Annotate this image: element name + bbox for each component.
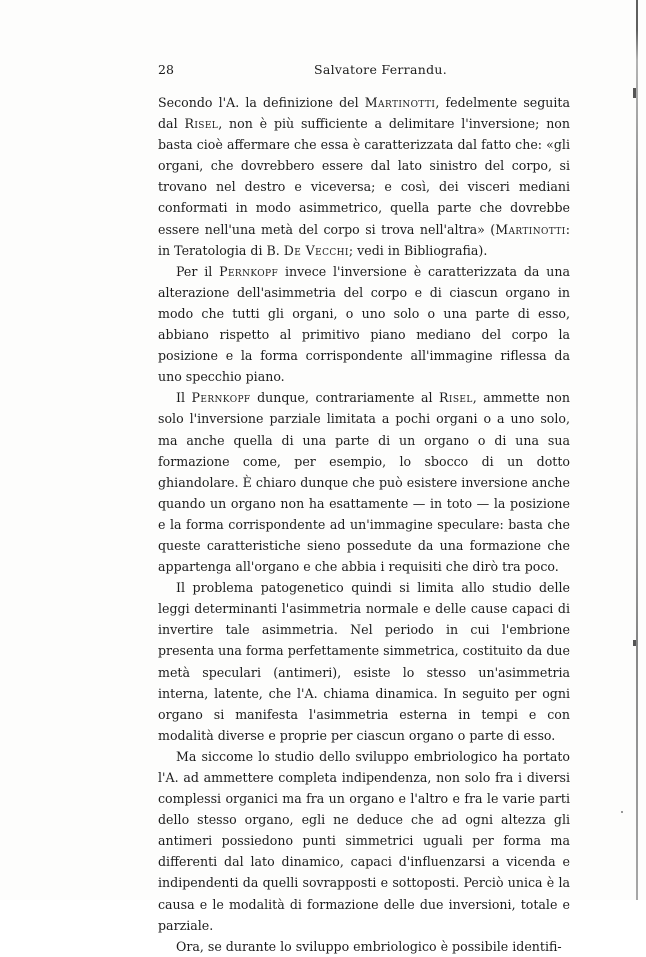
page-edge-mark [633,640,636,646]
page-edge-shadow [636,0,638,900]
cited-author-name: Pernkopf [219,263,279,279]
text-run: Per il [176,263,220,279]
text-run: , ammette non solo l'inversione parziale limitata a pochi organi o a uno solo, ma anche quella di una parte di un organo o di una sua formazione come, per esempio, lo sbocco di un dotto ghiandolare. È chiaro dunque che può esistere inversione anche quando un organo non ha esattamente — in toto — la posizione e la forma corrispondente ad un'immagine speculare: basta che queste caratteristiche sieno possedute da una formazione che appartenga all'organo e che abbia i requisiti che dirò tra poco. [158,390,571,575]
text-run: , fedelmente seguita dal [158,95,570,132]
text-run: dunque, contrariamente al [250,390,439,406]
text-run: ; vedi in Bibliografia). [348,242,488,258]
cited-author-name: Martinotti [495,221,566,237]
paragraph [158,746,570,936]
text-run: , non è più sufficiente a delimitare l'inversione; non basta cioè affermare che essa è caratterizzata dal fatto che: «gli organi, che dovrebbero essere dal lato sinistro del corpo, si trovano nel destro e viceversa; e così, dei visceri mediani conformati in modo asimmetrico, quella parte che dovrebbe essere nell'una metà del corpo si trova nell'altra» ( [158,116,570,237]
text-run: : in Teratologia di B. [158,221,570,258]
text-run: Ma siccome lo studio dello sviluppo embriologico ha portato l'A. ad ammettere completa indipendenza, non solo fra i diversi complessi organici ma fra un organo e l'altro e fra le varie parti dello stesso organo, egli ne deduce che ad ogni altezza gli antimeri possiedono punti simmetrici uguali per forma ma differenti dal lato dinamico, capaci d'influenzarsi a vicenda e indipendenti da quelli sovrapposti e sottoposti. Perciò unica è la causa e le modalità di formazione delle due inversioni, totale e parziale. [158,748,570,933]
cited-author-name: De Vecchi [283,242,349,258]
paragraph [158,387,570,577]
cited-author-name: Risel [439,390,473,406]
paragraph [158,936,570,957]
paragraph [158,577,570,746]
text-run: invece l'inversione è caratterizzata da una alterazione dell'asimmetria del corpo e di ciascun organo in modo che tutti gli organi, o uno solo o una parte di esso, abbiano rispetto al primitivo piano mediano del corpo la posizione e la forma corrispondente all'immagine riflessa da uno specchio piano. [158,263,570,385]
text-run: Ora, se durante lo sviluppo embriologico è possibile identifi- [176,938,562,954]
text-run: Il problema patogenetico quindi si limita allo studio delle leggi determinanti l'asimmetria normale e delle cause capaci di invertire tale asimmetria. Nel periodo in cui l'embrione presenta una forma perfettamente simmetrica, costituito da due metà speculari (antimeri), esiste lo stesso un'asimmetria interna, latente, che l'A. chiama dinamica. In seguito per ogni organo si manifesta l'asimmetria esterna in tempi e con modalità diverse e proprie per ciascun organo o parte di esso. [158,580,570,743]
text-run: Secondo l'A. la definizione del [158,95,365,110]
page-number: 28 [158,62,174,77]
cited-author-name: Risel [184,116,219,132]
text-run: Il [176,390,192,406]
running-head-author: Salvatore Ferrandu. [314,62,447,77]
paragraph [158,92,570,261]
page-edge-mark [633,88,636,98]
cited-author-name: Pernkopf [191,390,251,406]
cited-author-name: Martinotti [364,95,436,110]
paragraph [158,261,570,388]
body-text [158,92,570,957]
paper-speck [621,811,623,813]
running-head [158,62,570,80]
